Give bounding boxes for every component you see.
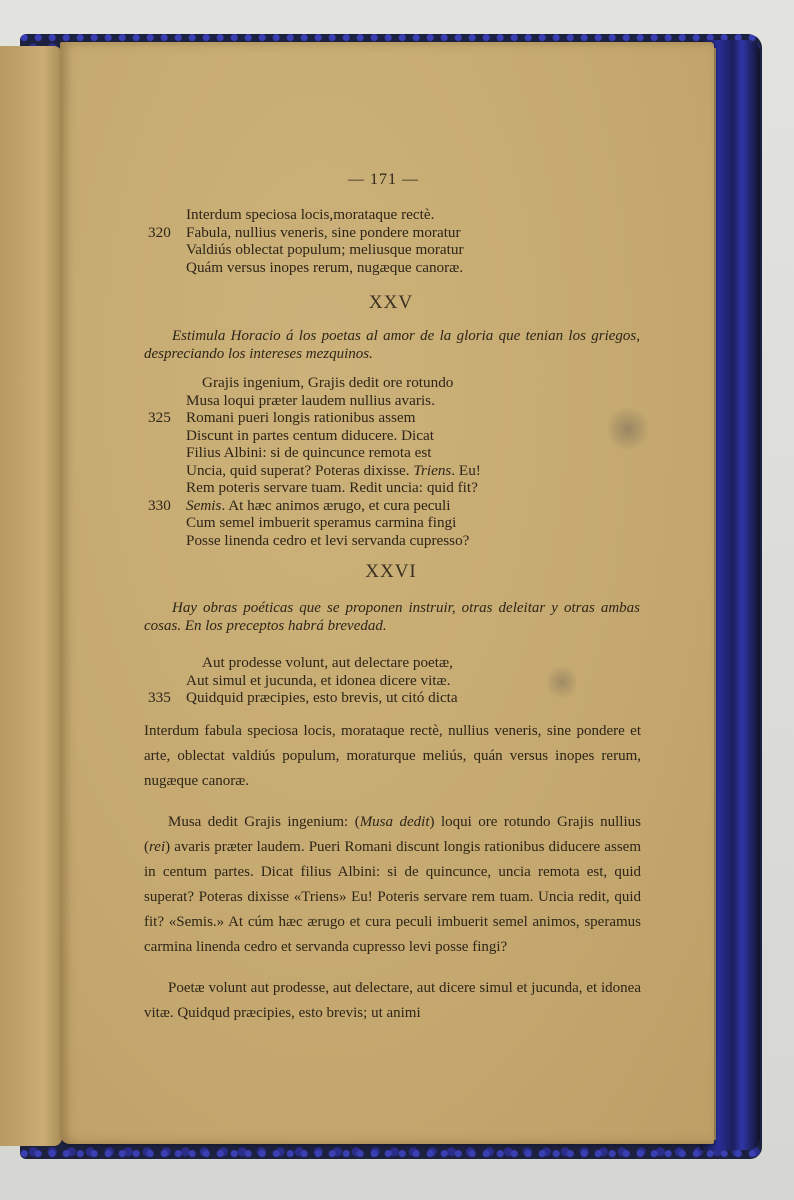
verse-line: Posse linenda cedro et levi servanda cupresso? [186,531,470,549]
verse-block-xxvi [148,654,668,707]
left-page-edge [0,46,62,1146]
verse-line: Musa loqui præter laudem nullius avaris. [186,391,435,409]
section-heading-xxv: XXV [368,292,414,313]
verse-line: Discunt in partes centum diducere. Dicat [186,426,434,444]
verse-line: 325 Romani pueri longis rationibus assem [148,409,416,426]
verse-line: Aut prodesse volunt, aut delectare poetæ, [202,654,453,671]
prose-paragraph: Poetæ volunt aut prodesse, aut delectare, aut dicere simul et jucunda, et idonea vitæ. Quidqud præcipies, esto brevis; ut animi [144,980,641,1021]
page-number: — 171 — [348,171,419,188]
section-summary-xxvi: Hay obras poéticas que se proponen instruir, otras deleitar y otras ambas cosas. En los preceptos habrá brevedad. [144,600,640,634]
verse-block-xxv [148,374,668,549]
verse-line: Filius Albini: si de quincunce remota est [186,444,432,461]
line-number: 325 [148,409,171,426]
verse-line: Aut simul et jucunda, et idonea dicere vitæ. [186,671,451,689]
verse-line: Interdum speciosa locis,morataque rectè. [186,206,435,223]
verse-line: Cum semel imbuerit speramus carmina fingi [186,514,457,531]
section-heading-xxvi: XXVI [365,561,417,582]
verse-block-top [148,206,668,276]
line-number: 320 [148,223,171,241]
line-number: 330 [148,496,171,514]
line-number: 335 [148,689,171,706]
verse-line: 330 Semis . At hæc animos ærugo, et cura peculi [148,496,451,514]
verse-line: 320 Fabula, nullius veneris, sine pondere moratur [148,223,461,241]
verse-line: Uncia, quid superat? Poteras dixisse. Triens . Eu! [186,461,481,479]
verse-line: 335 Quidquid præcipies, esto brevis, ut citó dicta [148,689,458,706]
verse-line: Quám versus inopes rerum, nugæque canoræ. [186,258,464,276]
verse-line: Rem poteris servare tuam. Redit uncia: quid fit? [186,479,478,496]
prose-translation [144,719,641,1026]
prose-paragraph: Interdum fabula speciosa locis, morataque rectè, nullius veneris, sine pondere et arte, oblectat valdiús populum, moraturque meliús, quán versus inopes rerum, nugæque canoræ. [144,723,641,789]
verse-line: Valdiús oblectat populum; meliusque moratur [186,241,464,258]
prose-paragraph: Musa dedit Grajis ingenium: (Musa dedit) loqui ore rotundo Grajis nullius (rei) avaris præter laudem. Pueri Romani discunt longis rationibus diducere assem in centum partes. Dicat filius Albini: si de quincunce, uncia remota est, quid superat? Poteras dixisse «Triens» Eu! Poteris servare rem tuam. Uncia redit, quid fit? «Semis.» At cúm hæc ærugo et cura peculi imbuerit semel animos, speramus carmina linenda cedro et servanda cupresso levi posse fingi? [144,814,641,955]
section-summary-xxv: Estimula Horacio á los poetas al amor de la gloria que tenian los griegos, despreciando los intereses mezquinos. [144,328,640,362]
verse-line: Grajis ingenium, Grajis dedit ore rotundo [202,374,454,391]
